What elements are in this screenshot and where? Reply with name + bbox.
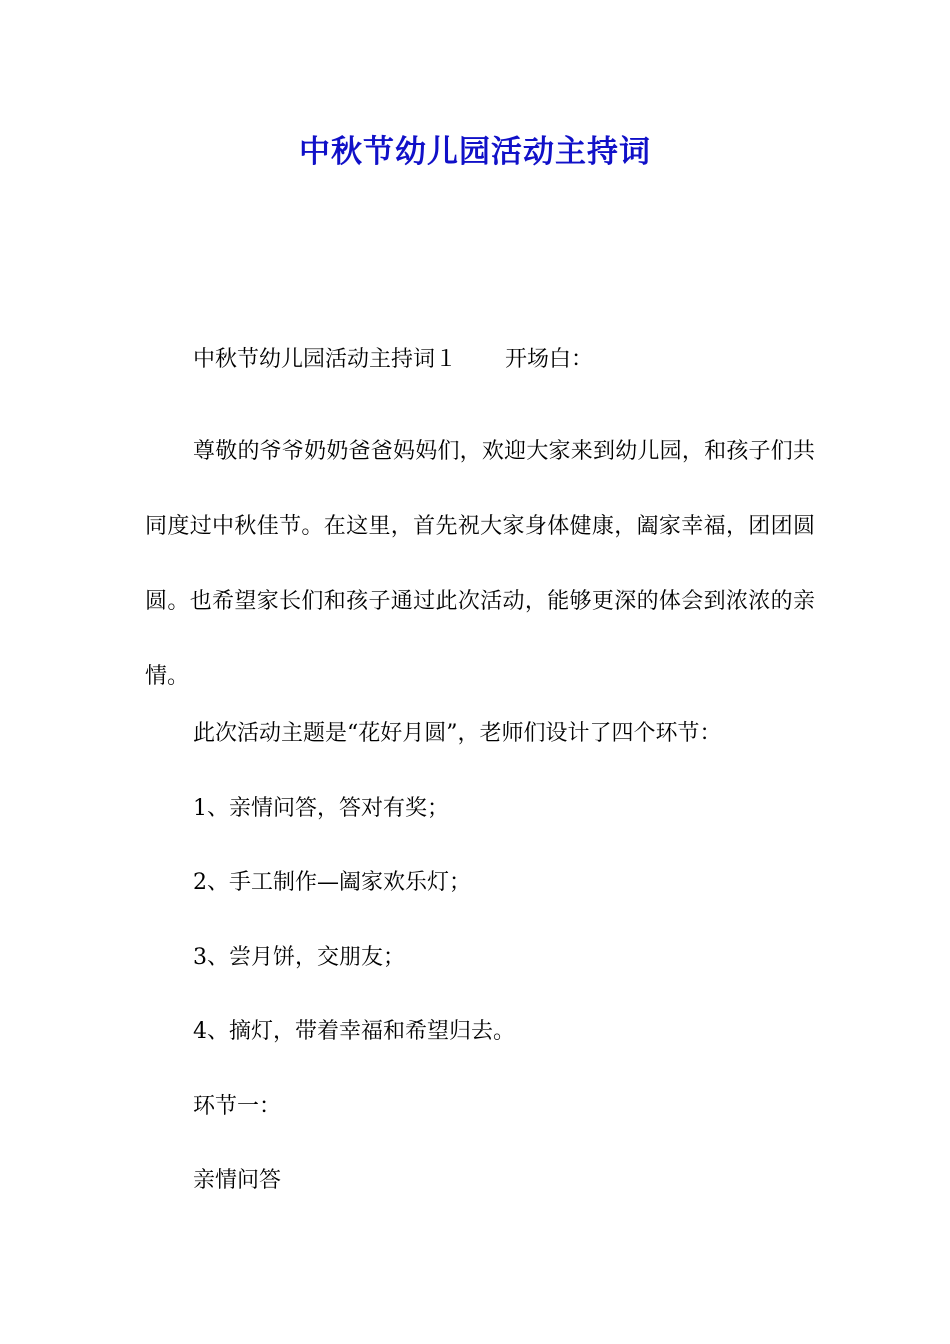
document-title: 中秋节幼儿园活动主持词: [299, 134, 651, 170]
theme-line: 此次活动主题是“花好月圆”，老师们设计了四个环节：: [193, 721, 722, 746]
section-title: 亲情问答: [193, 1168, 282, 1193]
list-item-2: 2、手工制作—阖家欢乐灯；: [193, 870, 471, 895]
welcome-paragraph: 尊敬的爷爷奶奶爸爸妈妈们，欢迎大家来到幼儿园，和孩子们共同度过中秋佳节。在这里，首先祝大家身体健康，阖家幸福，团团圆圆。也希望家长们和孩子通过此次活动，能够更深的体会到浓浓的亲情。: [145, 439, 815, 689]
list-item-4: 4、摘灯，带着幸福和希望归去。: [193, 1019, 515, 1044]
heading-part-opening: 开场白：: [505, 347, 594, 372]
opening-heading-line: [193, 340, 813, 380]
heading-part-title: 中秋节幼儿园活动主持词１: [193, 347, 458, 372]
list-item-3: 3、尝月饼，交朋友；: [193, 945, 405, 970]
section-label: 环节一：: [193, 1094, 282, 1119]
list-item-1: 1、亲情问答，答对有奖；: [193, 796, 449, 821]
